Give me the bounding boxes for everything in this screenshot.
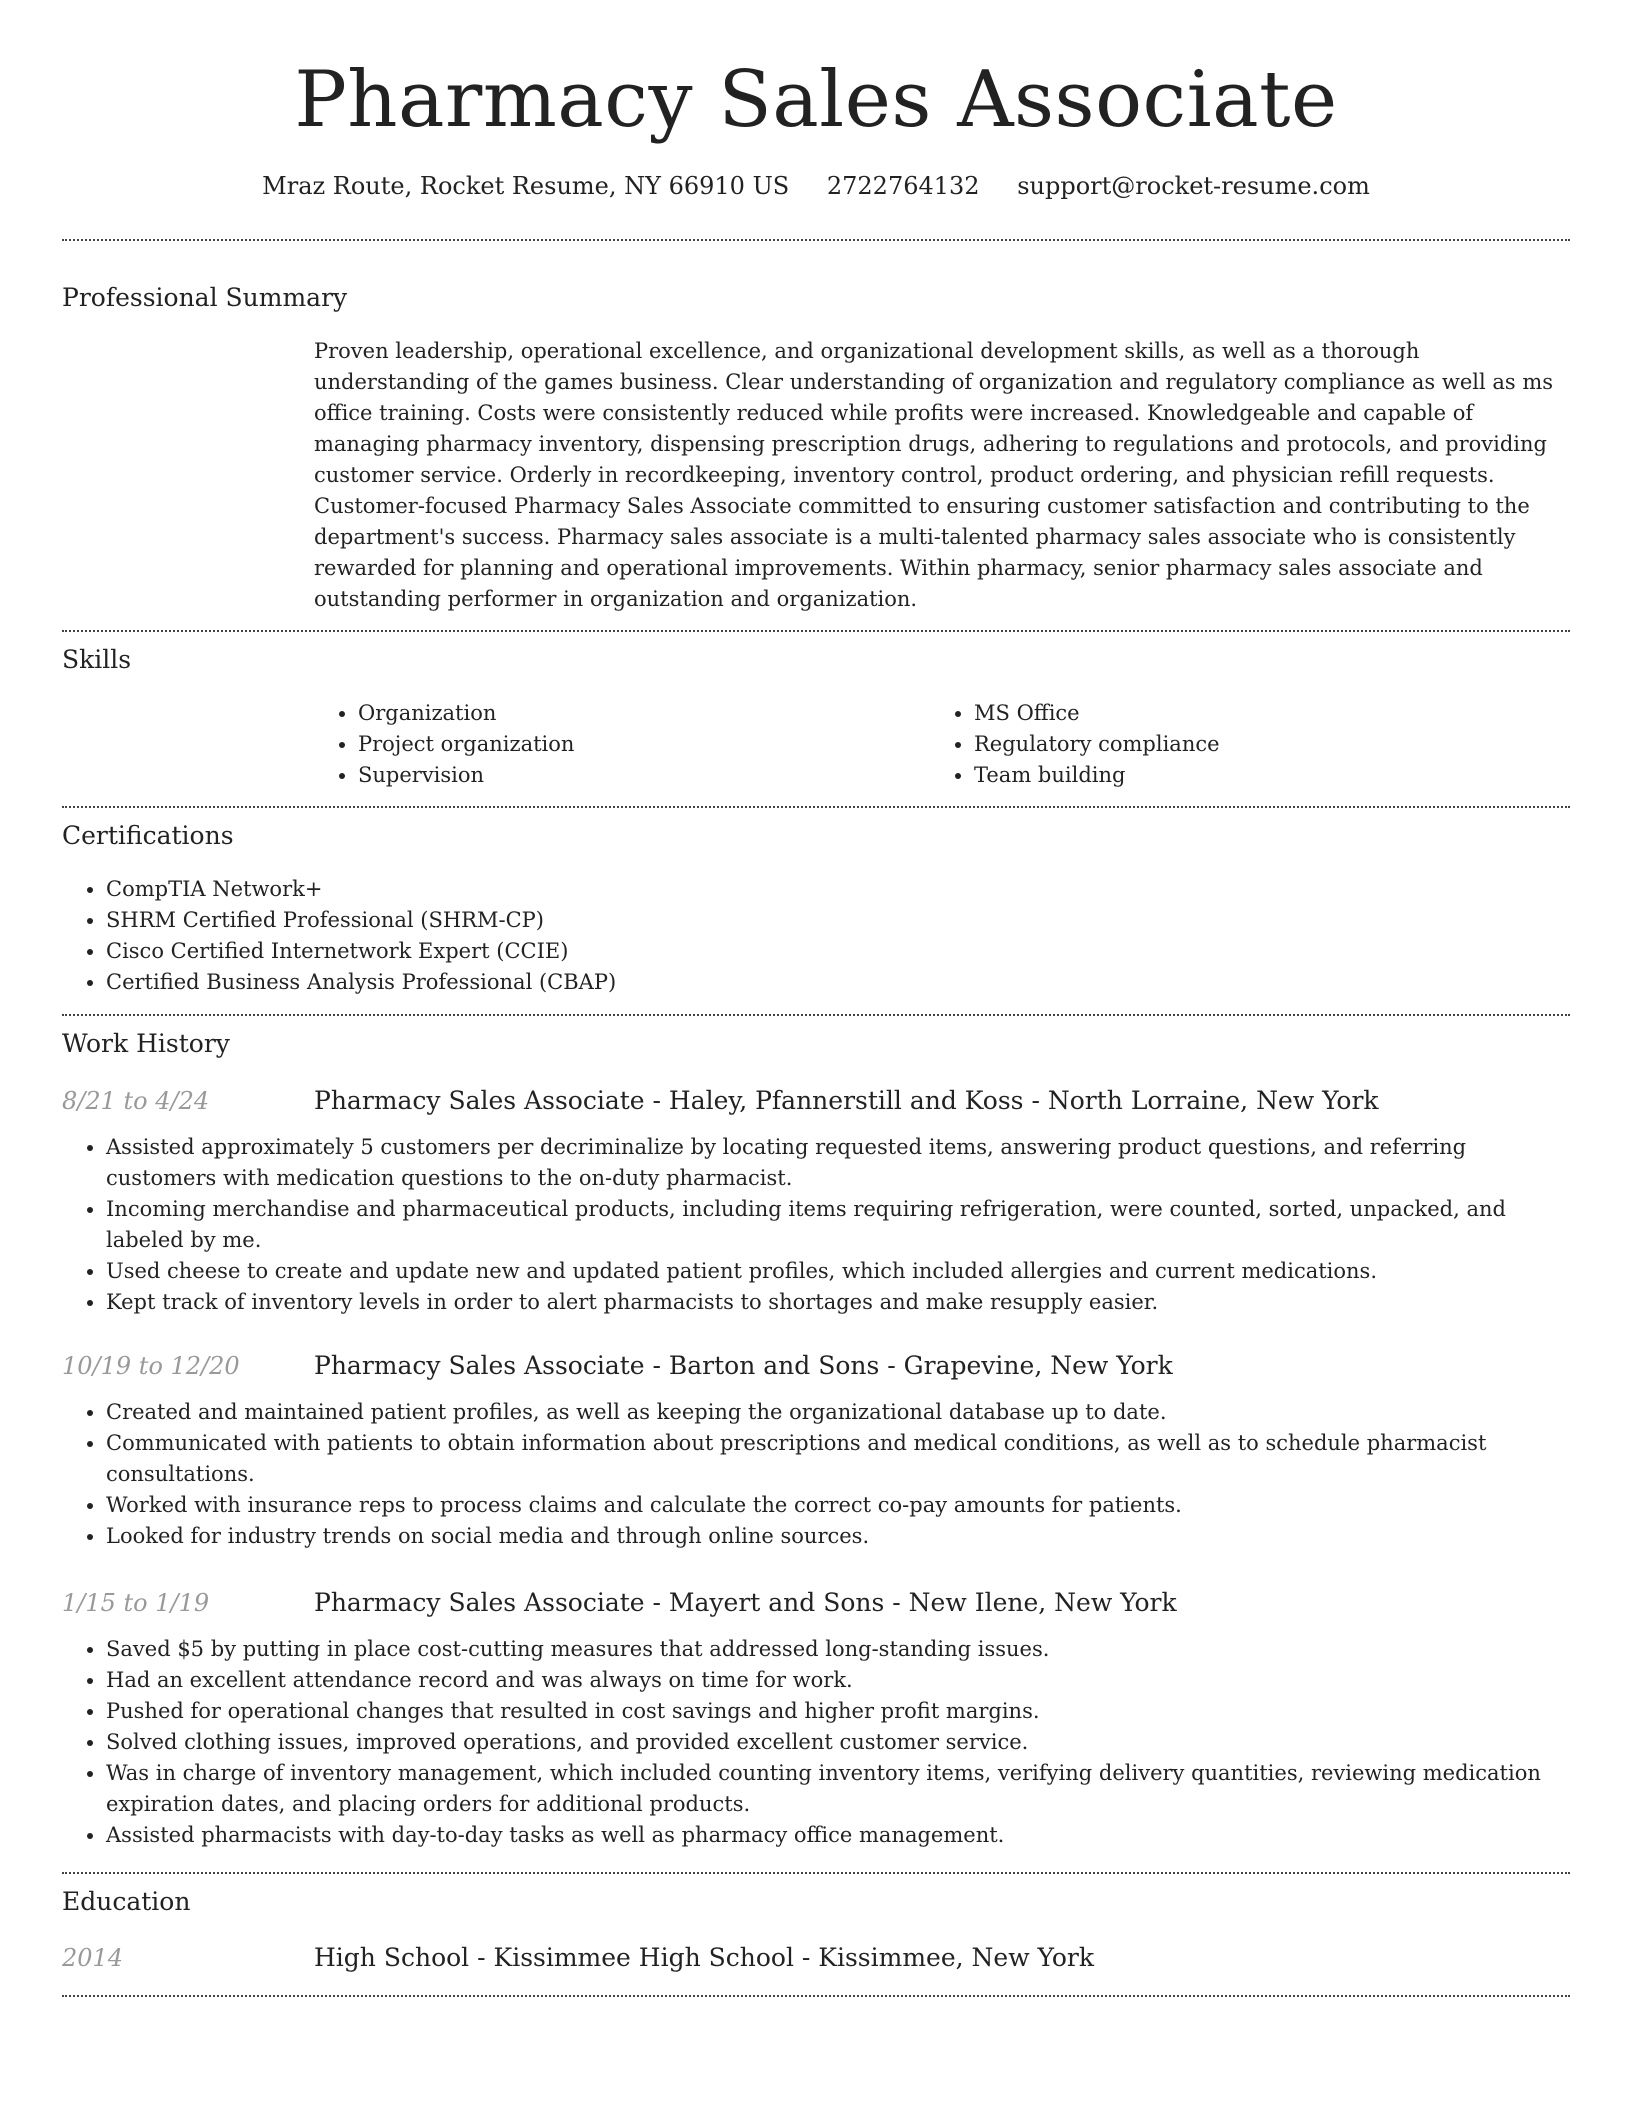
job-bullet: • Created and maintained patient profiles, as well as keeping the organizational database up to date. xyxy=(106,1397,1570,1428)
job-bullet: • Kept track of inventory levels in order to alert pharmacists to shortages and make resupply easier. xyxy=(106,1287,1570,1318)
job-bullets xyxy=(62,1132,1570,1318)
divider xyxy=(62,1995,1570,1997)
job-dates: 10/19 to 12/20 xyxy=(62,1352,240,1380)
job-bullet: • Solved clothing issues, improved operations, and provided excellent customer service. xyxy=(106,1727,1570,1758)
skill-item: • Organization xyxy=(358,698,930,729)
education-entry xyxy=(62,1942,1570,1974)
certifications-title: Certifications xyxy=(62,821,234,850)
divider xyxy=(62,1872,1570,1874)
skills-grid xyxy=(314,698,1570,791)
contact-email: support@rocket-resume.com xyxy=(1017,172,1370,200)
job-header xyxy=(62,1350,1570,1382)
job-bullet: • Incoming merchandise and pharmaceutical products, including items requiring refrigeration, were counted, sorted, unpacked, and labeled by me. xyxy=(106,1194,1570,1256)
skills-title: Skills xyxy=(62,645,132,674)
work-title: Work History xyxy=(62,1029,230,1058)
job-bullet: • Saved $5 by putting in place cost-cutting measures that addressed long-standing issues. xyxy=(106,1634,1570,1665)
job-dates: 1/15 to 1/19 xyxy=(62,1589,210,1617)
job-bullet: • Used cheese to create and update new and updated patient profiles, which included allergies and current medications. xyxy=(106,1256,1570,1287)
certifications-list xyxy=(62,874,1570,998)
job-dates: 8/21 to 4/24 xyxy=(62,1087,210,1115)
education-title: Education xyxy=(62,1887,191,1916)
job-bullet: • Pushed for operational changes that resulted in cost savings and higher profit margins. xyxy=(106,1696,1570,1727)
summary-title: Professional Summary xyxy=(62,283,348,312)
skill-item: • Regulatory compliance xyxy=(974,729,1570,760)
summary-section xyxy=(62,282,1570,615)
certification-item: • SHRM Certified Professional (SHRM-CP) xyxy=(106,905,1570,936)
education-heading: High School - Kissimmee High School - Kissimmee, New York xyxy=(314,1943,1095,1972)
job-bullet: • Communicated with patients to obtain information about prescriptions and medical conditions, as well as to schedule pharmacist consultations. xyxy=(106,1428,1570,1490)
skills-section xyxy=(62,644,1570,791)
work-section xyxy=(62,1028,1570,1060)
divider xyxy=(62,239,1570,241)
certifications-section xyxy=(62,820,1570,998)
job-bullets xyxy=(62,1397,1570,1552)
job-entry xyxy=(62,1085,1570,1318)
certification-item: • Cisco Certified Internetwork Expert (CCIE) xyxy=(106,936,1570,967)
skills-list-left xyxy=(314,698,930,791)
education-section xyxy=(62,1886,1570,1974)
job-heading: Pharmacy Sales Associate - Barton and Sons - Grapevine, New York xyxy=(314,1351,1173,1380)
job-bullet: • Assisted pharmacists with day-to-day tasks as well as pharmacy office management. xyxy=(106,1820,1570,1851)
certification-item: • CompTIA Network+ xyxy=(106,874,1570,905)
education-year: 2014 xyxy=(62,1944,124,1972)
divider xyxy=(62,1014,1570,1016)
job-heading: Pharmacy Sales Associate - Mayert and Sons - New Ilene, New York xyxy=(314,1588,1177,1617)
skill-item: • MS Office xyxy=(974,698,1570,729)
job-bullet: • Worked with insurance reps to process claims and calculate the correct co-pay amounts for patients. xyxy=(106,1490,1570,1521)
divider xyxy=(62,630,1570,632)
divider xyxy=(62,806,1570,808)
skill-item: • Supervision xyxy=(358,760,930,791)
job-header xyxy=(62,1587,1570,1619)
job-bullet: • Was in charge of inventory management, which included counting inventory items, verifying delivery quantities, reviewing medication expiration dates, and placing orders for additional products. xyxy=(106,1758,1570,1820)
skill-item: • Team building xyxy=(974,760,1570,791)
skills-list-right xyxy=(930,698,1570,791)
contact-line xyxy=(0,170,1632,202)
summary-text: Proven leadership, operational excellence, and organizational development skills, as well as a thorough understanding of the games business. Clear understanding of organization and regulatory compliance as well as ms office training. Costs were consistently reduced while profits were increased. Knowledgeable and capable of managing pharmacy inventory, dispensing prescription drugs, adhering to regulations and protocols, and providing customer service. Orderly in recordkeeping, inventory control, product ordering, and physician refill requests. Customer-focused Pharmacy Sales Associate committed to ensuring customer satisfaction and contributing to the department's success. Pharmacy sales associate is a multi-talented pharmacy sales associate who is consistently rewarded for planning and operational improvements. Within pharmacy, senior pharmacy sales associate and outstanding performer in organization and organization. xyxy=(314,339,1554,611)
job-entry xyxy=(62,1350,1570,1552)
job-bullets xyxy=(62,1634,1570,1851)
job-bullet: • Had an excellent attendance record and was always on time for work. xyxy=(106,1665,1570,1696)
certification-item: • Certified Business Analysis Professional (CBAP) xyxy=(106,967,1570,998)
job-entry xyxy=(62,1587,1570,1851)
job-heading: Pharmacy Sales Associate - Haley, Pfannerstill and Koss - North Lorraine, New York xyxy=(314,1086,1379,1115)
job-bullet: • Assisted approximately 5 customers per decriminalize by locating requested items, answering product questions, and referring customers with medication questions to the on-duty pharmacist. xyxy=(106,1132,1570,1194)
job-bullet: • Looked for industry trends on social media and through online sources. xyxy=(106,1521,1570,1552)
contact-phone: 2722764132 xyxy=(826,172,980,200)
skill-item: • Project organization xyxy=(358,729,930,760)
contact-address: Mraz Route, Rocket Resume, NY 66910 US xyxy=(262,172,790,200)
job-header xyxy=(62,1085,1570,1117)
resume-name: Pharmacy Sales Associate xyxy=(294,55,1338,145)
